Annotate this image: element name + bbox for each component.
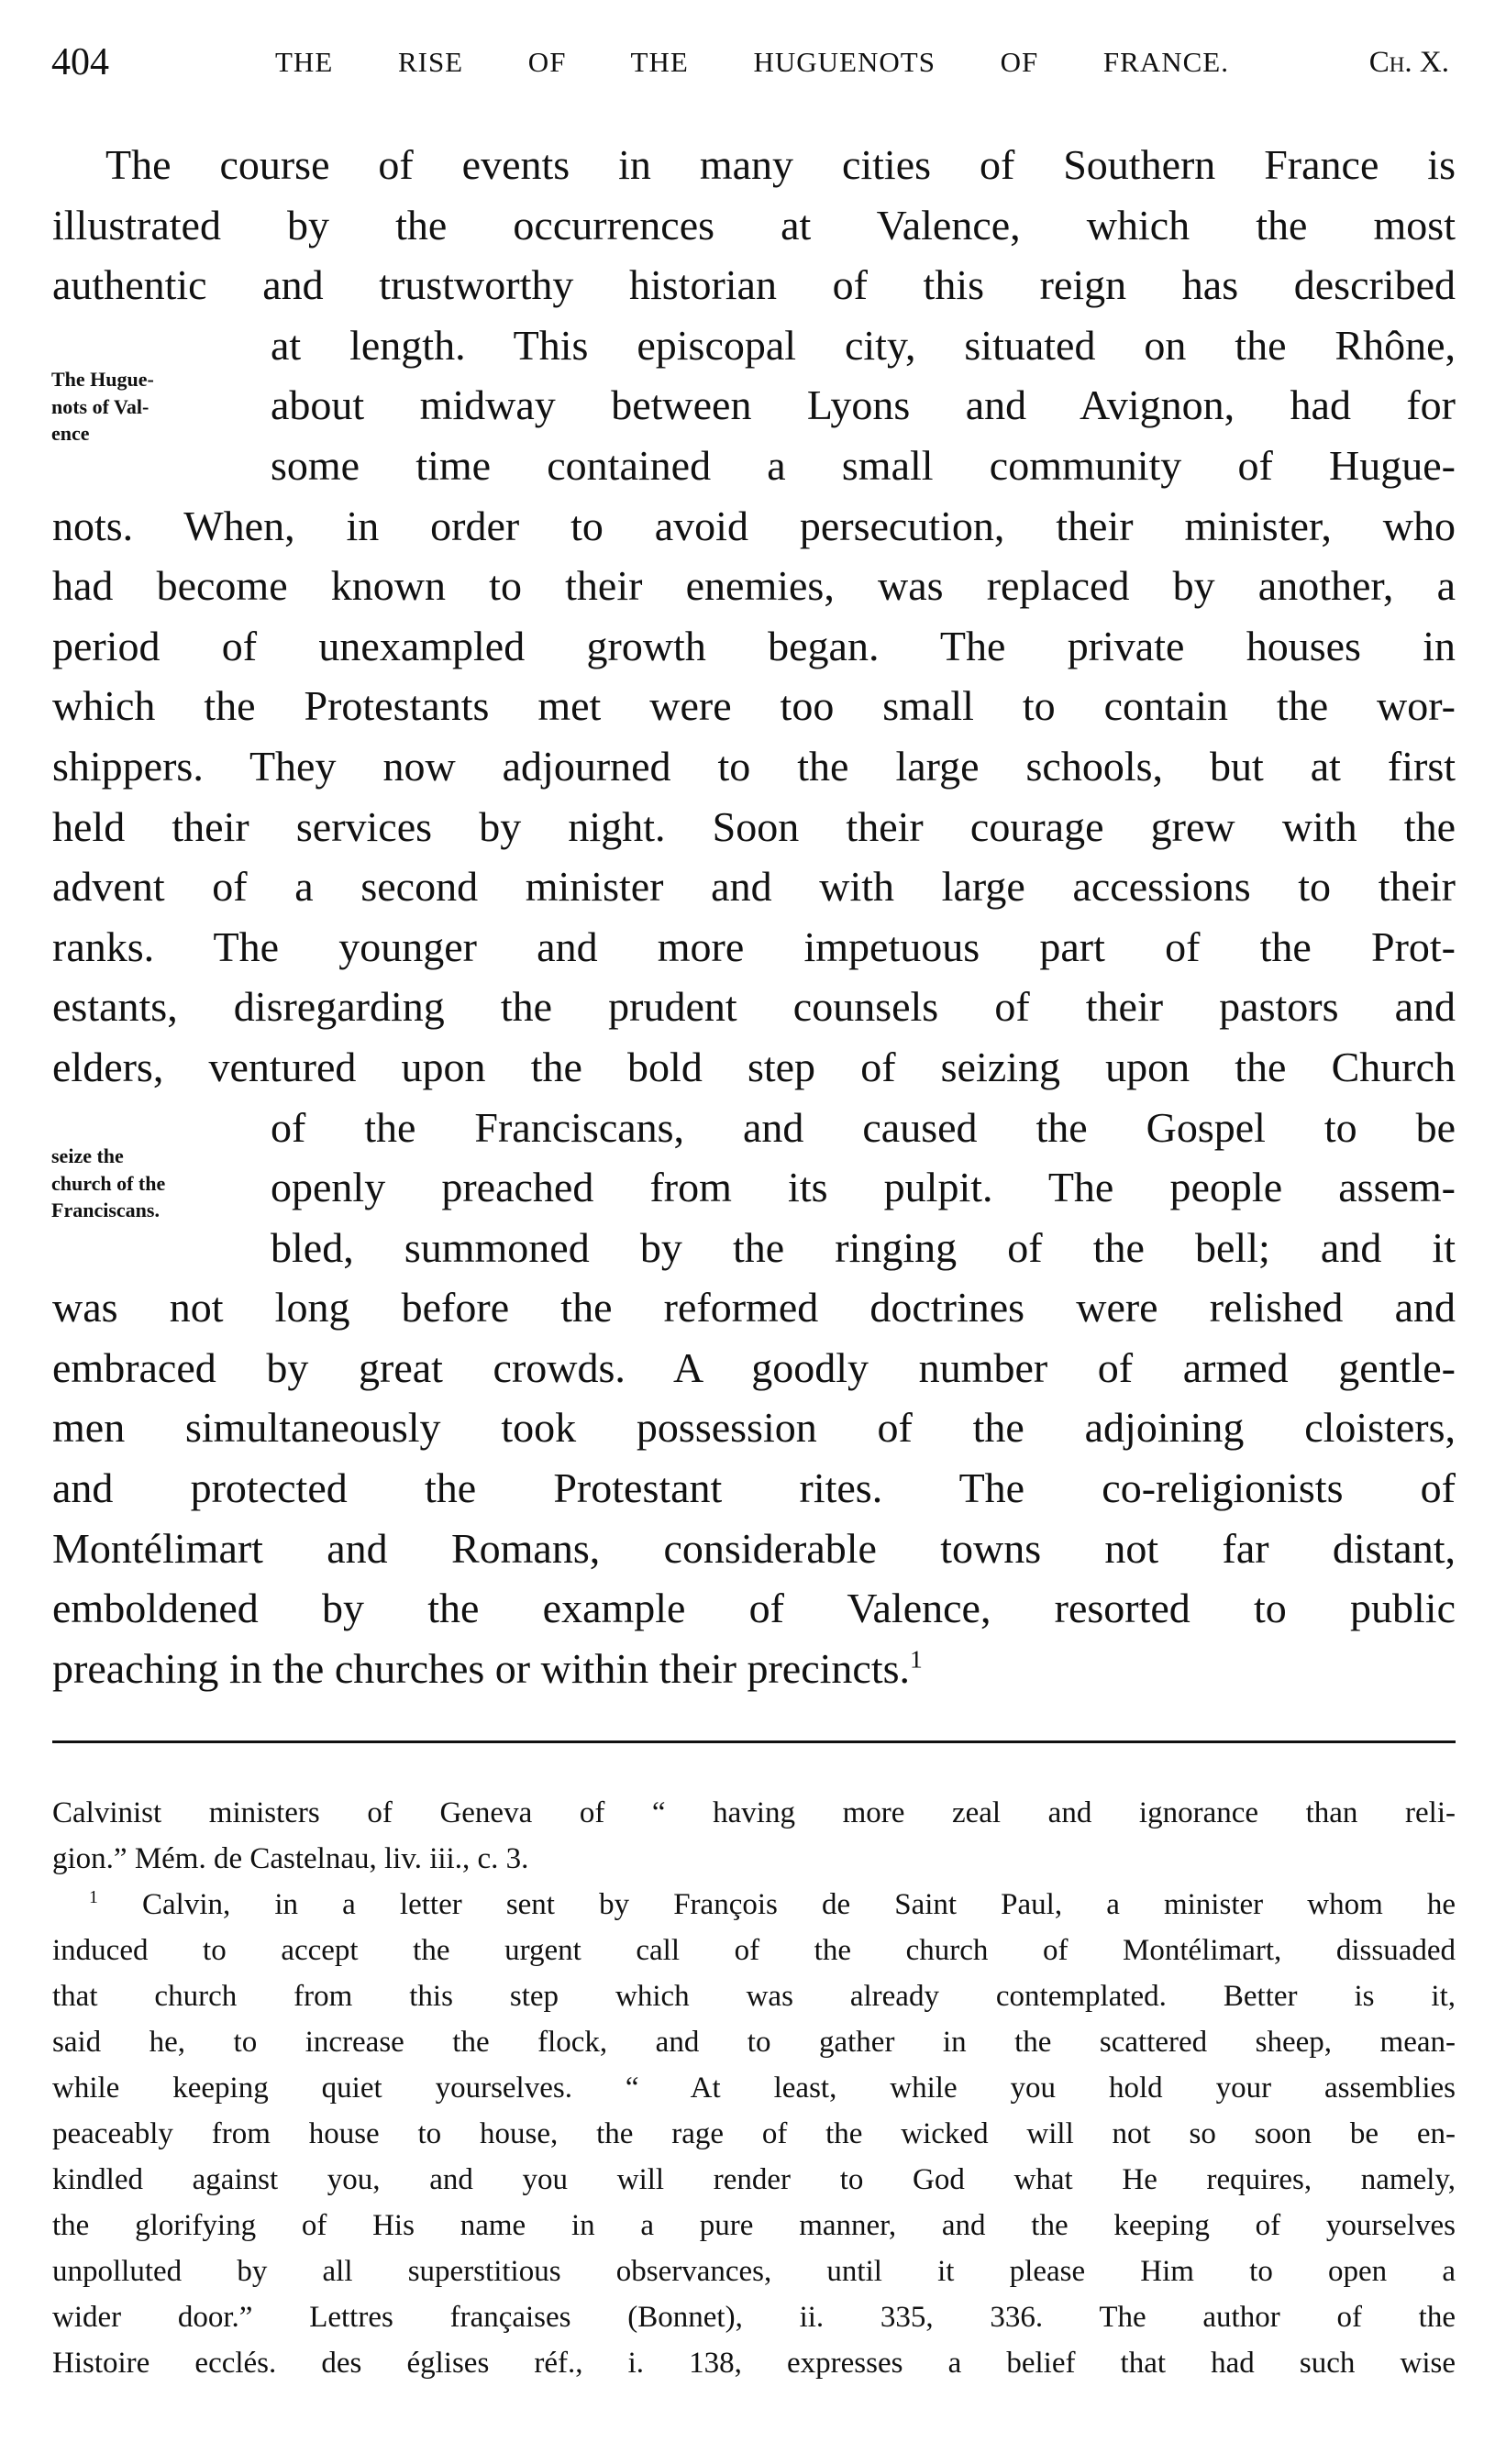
body-line-text: held their services by night. Soon their courage grew with the [52,802,1456,850]
chapter-label: Ch. X. [1368,46,1449,79]
footnote-marker: 1 [89,1887,98,1907]
body-line-text: The course of events in many cities of Southern France is [105,141,1456,188]
footnote-line [52,1973,1456,2019]
footnote-line-text: kindled against you, and you will render to God what He requires, namely, [52,2163,1456,2196]
footnotes [52,1790,1456,2386]
body-line [52,977,1456,1037]
body-line-text: was not long before the reformed doctrines were relished and [52,1284,1456,1331]
body-line-text: emboldened by the example of Valence, resorted to public [52,1585,1456,1632]
body-line-text: authentic and trustworthy historian of this reign has described [52,261,1456,309]
footnote-line [52,2111,1456,2157]
sidenote-line: Franciscans. [51,1199,160,1221]
footnote-line [52,1836,1456,1882]
sidenote-line: church of the [51,1171,166,1195]
body-line-text: of the Franciscans, and caused the Gospel to be [271,1103,1456,1151]
body-line-text: embraced by great crowds. A goodly number of armed gentle- [52,1343,1456,1391]
body-line [52,1098,1456,1158]
footnote-reference[interactable]: 1 [910,1644,923,1674]
sidenote-line: ence [51,422,90,445]
body-line [52,556,1456,616]
footnote-line-text: Calvin, in a letter sent by François de Saint Paul, a minister whom he [142,1888,1456,1921]
body-line-text: some time contained a small community of Hugue- [271,441,1456,489]
body-line [52,255,1456,315]
footnote-line [52,1882,1456,1928]
footnote-line-text: while keeping quiet yourselves. “ At least, while you hold your assemblies [52,2072,1456,2105]
running-title: THE RISE OF THE HUGUENOTS OF FRANCE. [275,46,1229,78]
body-line-text: men simultaneously took possession of the adjoining cloisters, [52,1404,1456,1452]
body-line-text: preaching in the churches or within their precincts. [52,1644,911,1692]
body-line [52,616,1456,677]
body-line [52,195,1456,256]
footnote-line-text: that church from this step which was already contemplated. Better is it, [52,1980,1456,2013]
sidenote-line: The Hugue- [51,368,154,391]
footnote-line [52,2294,1456,2340]
footnote-line [52,2065,1456,2111]
body-line [52,436,1456,496]
footnote-line-text: Calvinist ministers of Geneva of “ having more zeal and ignorance than reli- [52,1796,1456,1829]
footnote-line [52,2340,1456,2386]
sidenote-line: seize the [51,1144,124,1167]
body-text [52,135,1456,1698]
body-line [52,1639,1456,1699]
body-line-text: estants, disregarding the prudent counsels of their pastors and [52,983,1456,1031]
body-line [52,1398,1456,1458]
body-line-text: nots. When, in order to avoid persecution, their minister, who [52,502,1456,549]
footnote-line [52,2203,1456,2249]
body-line-text: had become known to their enemies, was replaced by another, a [52,562,1456,610]
footnote-line-text: unpolluted by all superstitious observances, until it please Him to open a [52,2255,1456,2288]
body-line-text: and protected the Protestant rites. The co-religionists of [52,1464,1456,1512]
body-line-text: about midway between Lyons and Avignon, had for [271,381,1456,429]
body-line-text: bled, summoned by the ringing of the bell; and it [271,1223,1456,1271]
body-line-text: at length. This episcopal city, situated on the Rhône, [271,321,1456,369]
footnote-line [52,2019,1456,2065]
body-line [52,736,1456,797]
body-line-text: which the Protestants met were too small to contain the wor- [52,682,1456,730]
body-line-text: Montélimart and Romans, considerable towns not far distant, [52,1524,1456,1572]
body-line [52,676,1456,736]
body-line [52,797,1456,857]
body-line [52,496,1456,557]
body-line-text: period of unexampled growth began. The private houses in [52,622,1456,669]
sidenote-line: nots of Val- [51,394,150,418]
body-line-text: illustrated by the occurrences at Valence, which the most [52,201,1456,249]
footnote-line-text: gion.” Mém. de Castelnau, liv. iii., c. 3. [52,1842,529,1875]
body-line-text: ranks. The younger and more impetuous part of the Prot- [52,923,1456,970]
body-line-text: advent of a second minister and with large accessions to their [52,863,1456,911]
footnote-divider [52,1740,1456,1743]
body-line-text: openly preached from its pulpit. The people assem- [271,1164,1456,1211]
footnote-line-text: said he, to increase the flock, and to gather in the scattered sheep, mean- [52,2026,1456,2059]
body-line-text: elders, ventured upon the bold step of seizing upon the Church [52,1043,1456,1090]
body-line [52,135,1456,195]
body-line-text: shippers. They now adjourned to the large schools, but at first [52,742,1456,790]
body-line [52,1037,1456,1098]
footnote-line-text: induced to accept the urgent call of the church of Montélimart, dissuaded [52,1934,1456,1967]
body-line [52,1519,1456,1579]
body-line [52,1157,1456,1218]
body-line [52,917,1456,978]
footnote-line-text: wider door.” Lettres françaises (Bonnet), ii. 335, 336. The author of the [52,2301,1456,2334]
body-line [52,315,1456,376]
footnote-line-text: peaceably from house to house, the rage of the wicked will not so soon be en- [52,2117,1456,2150]
footnote-line-text: Histoire ecclés. des églises réf., i. 138, expresses a belief that had such wise [52,2347,1456,2380]
footnote-line [52,1790,1456,1836]
body-line [52,856,1456,917]
footnote-line [52,2157,1456,2203]
body-line [52,375,1456,436]
body-line [52,1578,1456,1639]
body-line [52,1218,1456,1278]
body-line [52,1338,1456,1398]
footnote-line [52,1928,1456,1973]
body-line [52,1458,1456,1519]
page-number: 404 [51,41,109,83]
body-line [52,1277,1456,1338]
footnote-line-text: the glorifying of His name in a pure manner, and the keeping of yourselves [52,2209,1456,2242]
footnote-line [52,2249,1456,2294]
